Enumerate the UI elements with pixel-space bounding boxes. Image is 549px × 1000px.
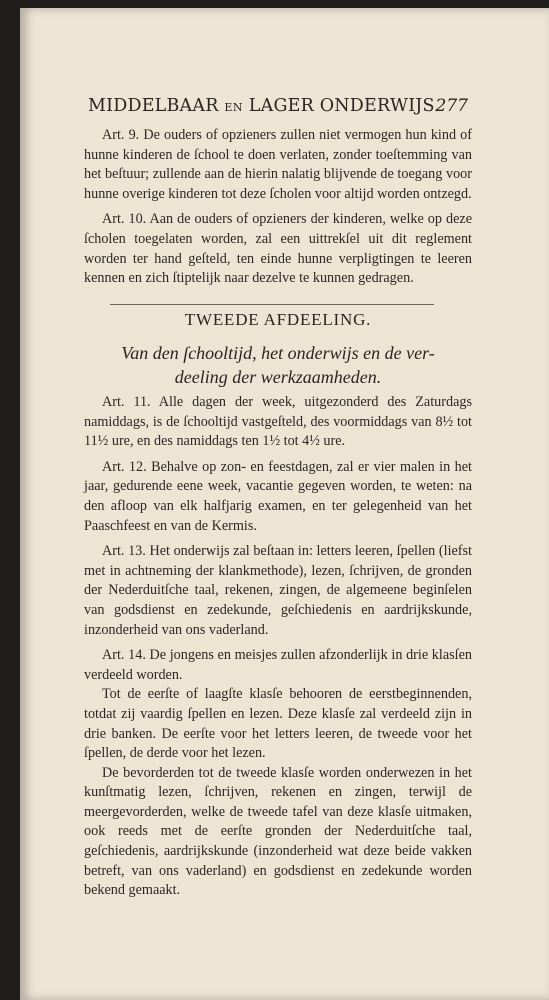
- section-divider: [110, 304, 434, 305]
- running-title: [88, 96, 440, 116]
- article-12: Art. 12. Behalve op zon- en feestdagen, zal er vier malen in het jaar, gedurende eene week, vacantie gegeven worden, te weten: na den afloop van elk halfjarig examen, en ter gelegenheid van het Paaschfeest en van de Kermis.: [84, 458, 472, 534]
- paragraph-first-class: Tot de eerſte of laagſte klasſe behooren de eerstbeginnenden, totdat zij vaardig ſpellen en lezen. Deze klasſe zal verdeeld zijn in drie banken. De eerſte voor het letters leeren, de tweede voor het ſpellen, de derde voor het lezen.: [84, 686, 472, 762]
- running-title-conjunction: EN: [224, 101, 244, 114]
- article-11: Art. 11. Alle dagen der week, uitgezonderd des Zaturdags namiddags, is de ſchooltijd vastgeſteld, des voormiddags van 8½ tot 11½ ure, en des namiddags ten 1½ tot 4½ ure.: [84, 394, 472, 450]
- running-title-part2: LAGER ONDERWIJS.: [248, 96, 440, 116]
- page-number: 277: [435, 96, 468, 116]
- book-page: [20, 8, 549, 1000]
- text-block-top: [84, 126, 472, 289]
- article-9: Art. 9. De ouders of opzieners zullen niet vermogen hun kind of hunne kinderen de ſchool te doen verlaten, zonder toeſtemming van het beſtuur; zullende aan de hierin nalatig blijvende de toegang voor hunne overige kinderen tot deze ſcholen voor altijd worden ontzegd.: [84, 127, 472, 202]
- section-title: TWEEDE AFDEELING.: [184, 310, 372, 329]
- running-title-part1: MIDDELBAAR: [88, 96, 219, 116]
- text-block-bottom: [84, 393, 472, 901]
- section-subtitle: [84, 341, 472, 389]
- article-13: Art. 13. Het onderwijs zal beſtaan in: letters leeren, ſpellen (liefst met in achtneming der klankmethode), lezen, ſchrijven, de gronden der Nederduitſche taal, rekenen, zingen, de algemeene beginſelen van godsdienst en zedekunde, geſchiedenis en aardrijkskunde, inzonderheid van ons vaderland.: [84, 543, 472, 638]
- section-subtitle-line2: deeling der werkzaamheden.: [174, 367, 382, 387]
- article-10: Art. 10. Aan de ouders of opzieners der kinderen, welke op deze ſcholen toegelaten worden, zal een uittrekſel uit dit reglement worden ter hand geſteld, ten einde hunne verpligtingen te leeren kennen en zich ſtiptelijk naar dezelve te kunnen gedragen.: [84, 211, 472, 287]
- article-14: Art. 14. De jongens en meisjes zullen afzonderlijk in drie klasſen verdeeld worden.: [84, 647, 472, 683]
- section-subtitle-line1: Van den ſchooltijd, het onderwijs en de ver-: [121, 343, 435, 363]
- running-header: [88, 94, 468, 120]
- paragraph-second-class: De bevorderden tot de tweede klasſe worden onderwezen in het kunſtmatig lezen, ſchrijven, rekenen en zingen, terwijl de meergevorderden, welke de tweede tafel van deze klasſe uitmaken, ook reeds met de eerſte gronden der Nederduitſche taal, geſchiedenis, aardrijkskunde (inzonderheid wat deze beide vakken betreft, van ons vaderland) en godsdienst en zedekunde worden bekend gemaakt.: [84, 764, 472, 899]
